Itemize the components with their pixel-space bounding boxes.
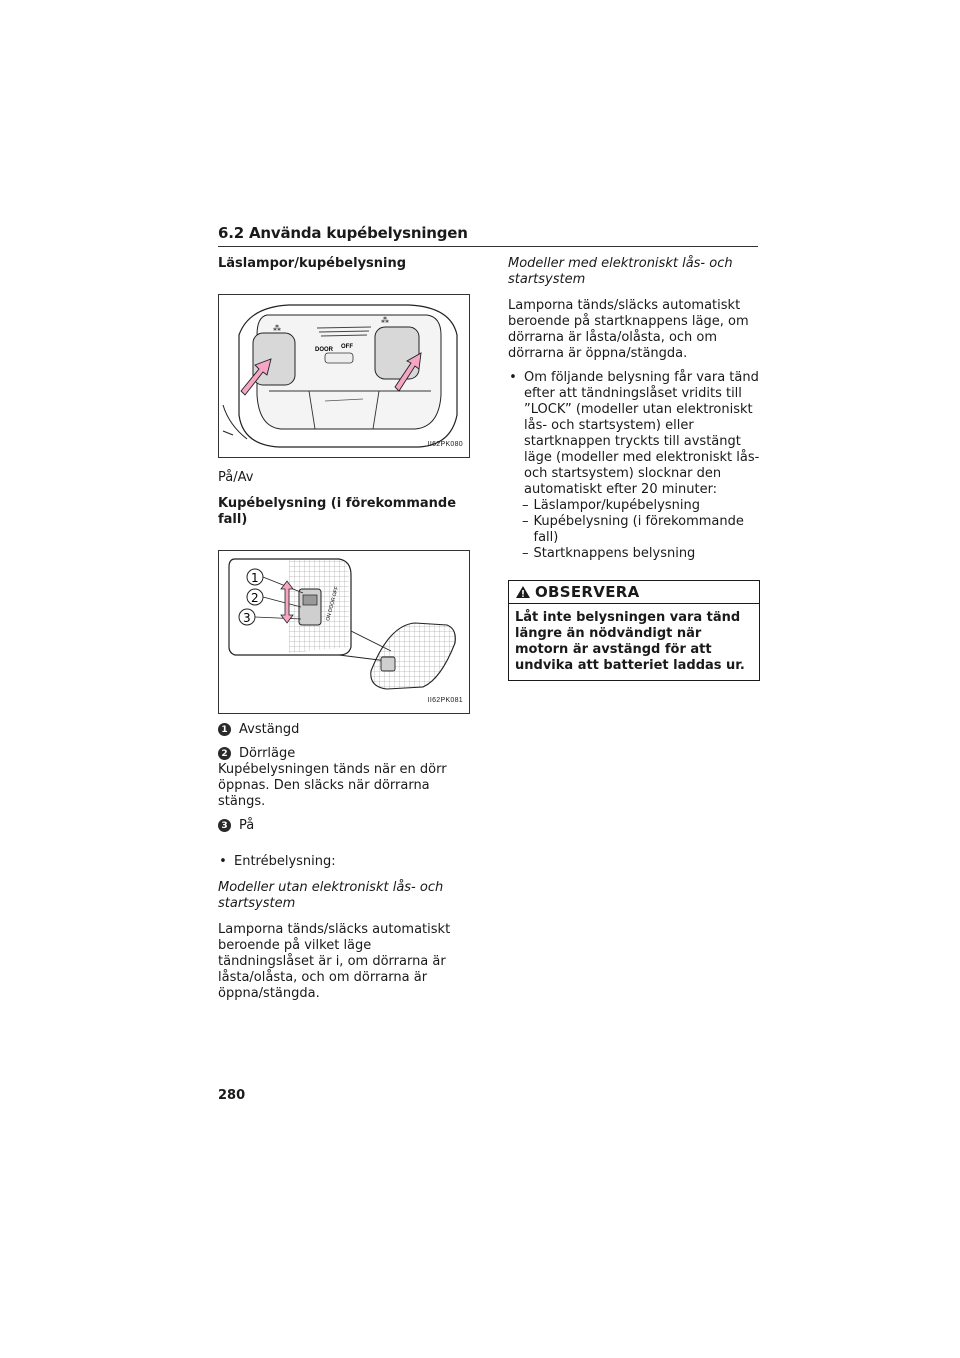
list-item: – Läslampor/kupébelysning [522, 498, 700, 513]
page-number: 280 [218, 1088, 246, 1103]
item-number-badge: 3 [218, 819, 231, 832]
section-header [218, 224, 758, 247]
list-item: – Startknappens belysning [522, 546, 696, 561]
warning-title: OBSERVERA [535, 583, 640, 601]
section-title: 6.2 Använda kupébelysningen [218, 224, 468, 242]
list-item-text: Startknappens belysning [533, 546, 696, 561]
header-rule [218, 246, 758, 247]
door-switch-label: DOOR [315, 347, 333, 353]
right-column [508, 256, 760, 681]
switch-position-labels: ON DOOR OFF [325, 585, 341, 622]
figure2-code: II62PK081 [427, 697, 463, 704]
item-on [218, 818, 470, 834]
interior-light-illustration [219, 551, 469, 713]
auto-off-bullet [508, 370, 760, 498]
overhead-console-illustration [219, 295, 469, 457]
on-off-label: På/Av [218, 470, 254, 485]
reading-lights-figure [218, 294, 470, 458]
entry-light-text: Entrébelysning: [234, 854, 336, 869]
item-door-label: Dörrläge [239, 746, 296, 761]
list-item-text: Läslampor/kupébelysning [533, 498, 700, 513]
warning-title-bar [509, 581, 759, 604]
models-without-description: Lamporna tänds/släcks automatiskt beroende på vilket läge tändningslåset är i, om dörrarna är låsta/olåsta, och om dörrarna är öppna/stängda. [218, 922, 451, 1001]
left-column [218, 256, 470, 1002]
callout-3: 3 [243, 611, 251, 625]
door-description: Kupébelysningen tänds när en dörr öppnas. Den släcks när dörrarna stängs. [218, 762, 447, 809]
item-off-label: Avstängd [239, 722, 300, 737]
callout-1: 1 [251, 571, 259, 585]
models-with-heading: Modeller med elektroniskt lås- och startsystem [508, 256, 733, 287]
warning-icon [515, 585, 531, 599]
svg-text:⁂: ⁂ [381, 316, 389, 325]
svg-text:⁂: ⁂ [273, 324, 281, 333]
entry-light-bullet [218, 854, 470, 870]
list-item: – Kupébelysning (i förekommande fall) [508, 514, 760, 546]
auto-off-text: Om följande belysning får vara tänd efter att tändningslåset vridits till ”LOCK” (modeller utan elektroniskt lås- och startsystem) eller startknappen tryckts till avstängt läge (modeller med elektroniskt lås- och startsystem) slocknar den automatiskt efter 20 minuter: [524, 370, 760, 497]
auto-off-list [508, 498, 760, 562]
item-on-label: På [239, 818, 255, 833]
bullet-dot: • [219, 854, 227, 869]
warning-text: Låt inte belysningen vara tänd längre än nödvändigt när motorn är avstängd för att undvika att batteriet laddas ur. [515, 610, 745, 673]
item-number-badge: 2 [218, 747, 231, 760]
warning-box [508, 580, 760, 681]
interior-light-heading: Kupébelysning (i förekommande fall) [218, 496, 457, 527]
item-door [218, 746, 470, 762]
interior-light-figure [218, 550, 470, 714]
item-number-badge: 1 [218, 723, 231, 736]
models-with-description: Lamporna tänds/släcks automatiskt beroende på startknappens läge, om dörrarna är låsta/olåsta, och om dörrarna är öppna/stängda. [508, 298, 749, 361]
figure1-code: II62PK080 [427, 441, 463, 448]
callout-2: 2 [251, 591, 259, 605]
item-off [218, 722, 470, 738]
reading-lights-heading: Läslampor/kupébelysning [218, 256, 407, 271]
off-switch-label: OFF [341, 344, 353, 350]
models-without-heading: Modeller utan elektroniskt lås- och startsystem [218, 880, 444, 911]
list-item-text: Kupébelysning (i förekommande fall) [533, 514, 744, 545]
bullet-dot: • [509, 370, 517, 385]
